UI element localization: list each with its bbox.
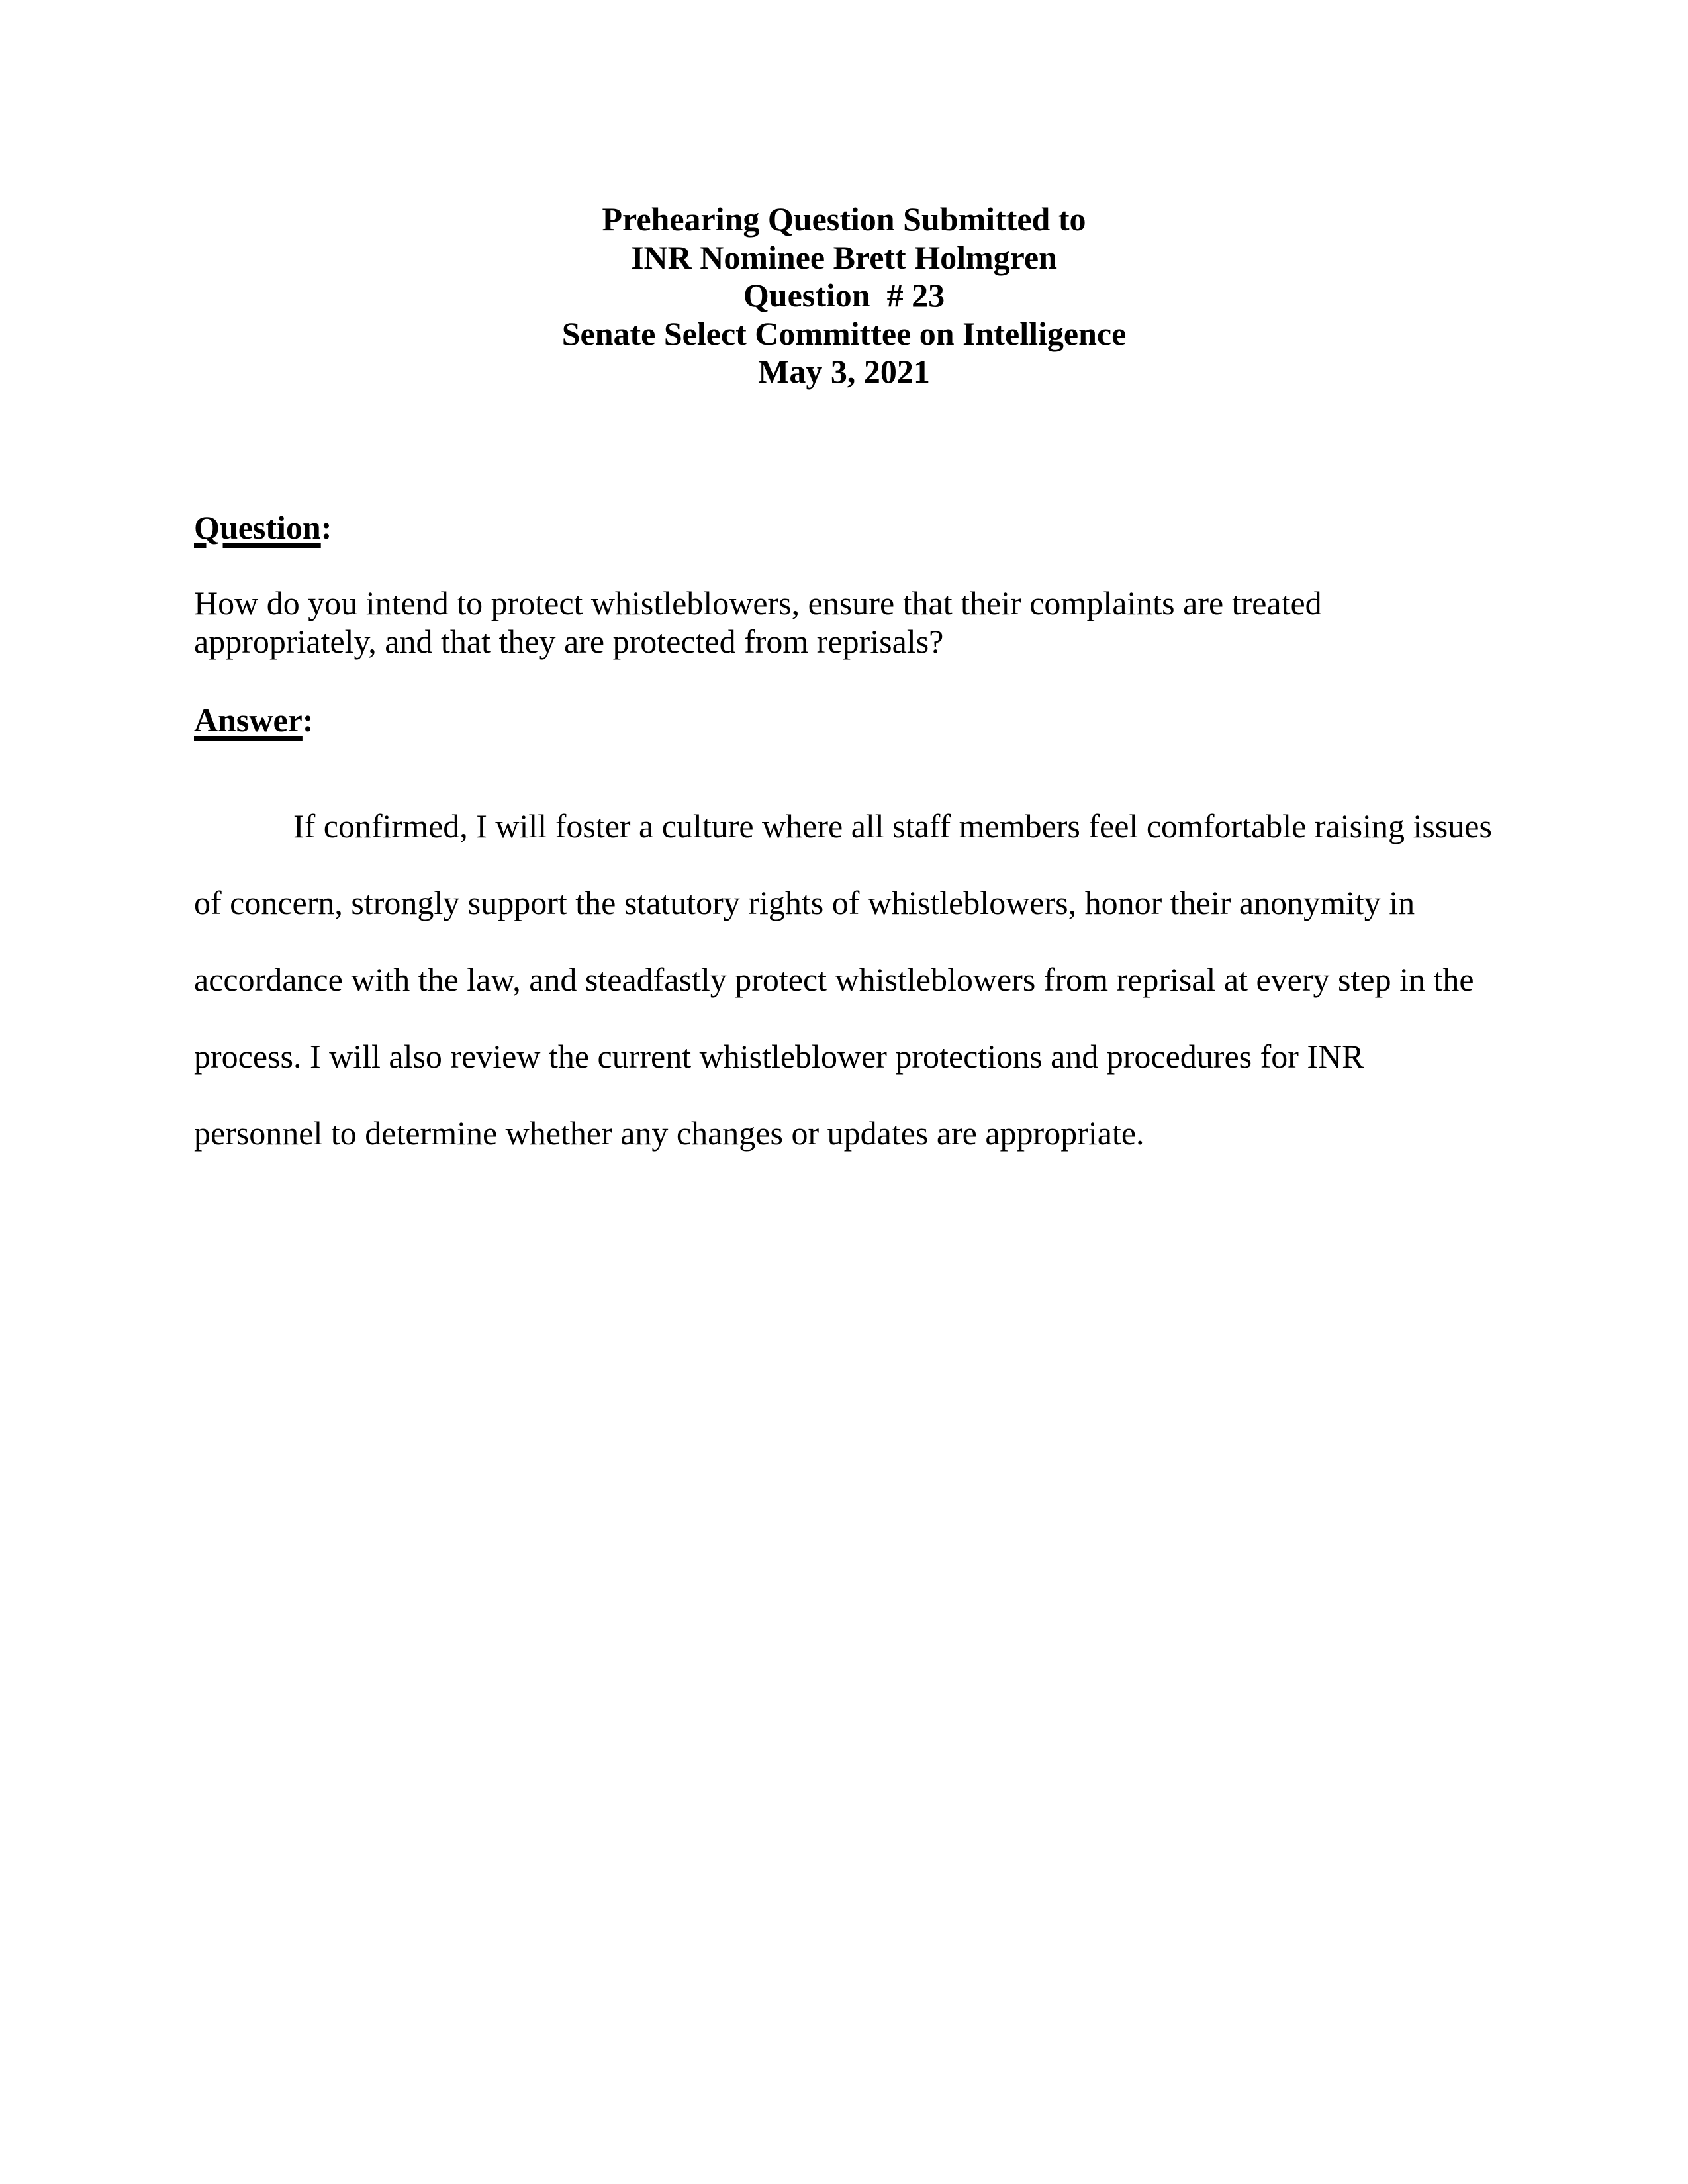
question-heading: [194, 509, 1494, 547]
answer-heading: [194, 702, 1494, 740]
question-section: [194, 509, 1494, 661]
header-line-2: INR Nominee Brett Holmgren: [631, 238, 1057, 276]
question-heading-colon: :: [320, 508, 332, 546]
answer-heading-label: Answer: [194, 702, 303, 739]
header-line-1: Prehearing Question Submitted to: [602, 201, 1086, 238]
answer-text: If confirmed, I will foster a culture where all staff members feel comfortable raising issues of concern, strongly support the statutory rights of whistleblowers, honor their anonymity in accordance with the law, and steadfastly protect whistleblowers from reprisal at every step in the process. I will also review the current whistleblower protections and procedures for INR personnel to determine whether any changes or updates are appropriate.: [194, 807, 1492, 1152]
question-heading-label: Question: [194, 508, 321, 546]
answer-heading-colon: :: [302, 702, 314, 739]
header-line-4: Senate Select Committee on Intelligence: [561, 314, 1127, 352]
document-header: [194, 0, 1494, 391]
answer-section: [194, 702, 1494, 1171]
header-line-5: May 3, 2021: [758, 353, 930, 390]
question-text: How do you intend to protect whistleblowers, ensure that their complaints are treated appropriately, and that they are protected from reprisals?: [194, 584, 1322, 660]
document-content: [194, 0, 1494, 1171]
header-line-3: Question # 23: [743, 277, 945, 314]
